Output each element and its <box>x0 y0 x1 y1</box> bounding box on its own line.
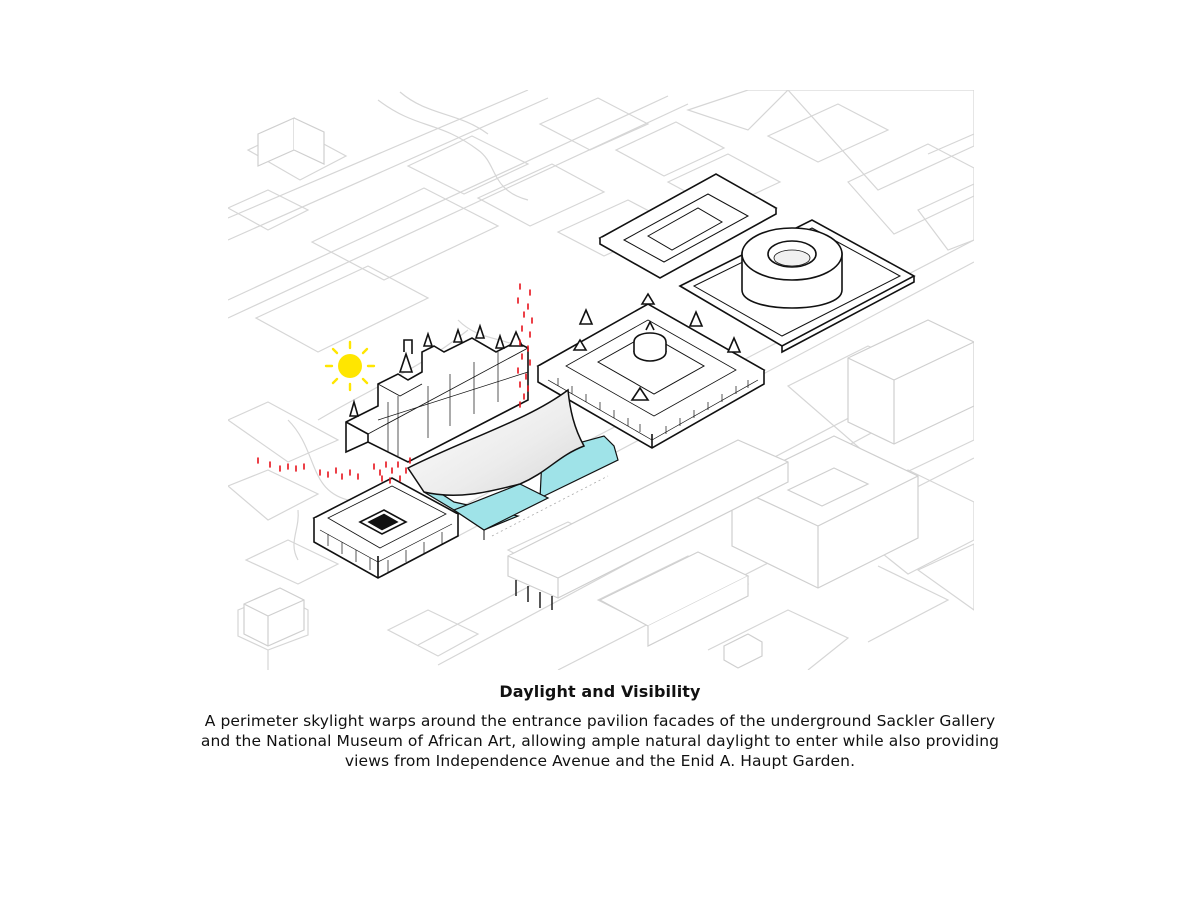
caption <box>200 682 1000 771</box>
isometric-site-diagram <box>228 90 974 670</box>
sun-icon <box>326 342 374 390</box>
caption-title: Daylight and Visibility <box>499 682 701 701</box>
caption-body: A perimeter skylight warps around the entrance pavilion facades of the underground Sackler Gallery and the National Museum of African Art, allowing ample natural daylight to enter while also providing views from Independence Avenue and the Enid A. Haupt Garden. <box>200 712 1000 770</box>
